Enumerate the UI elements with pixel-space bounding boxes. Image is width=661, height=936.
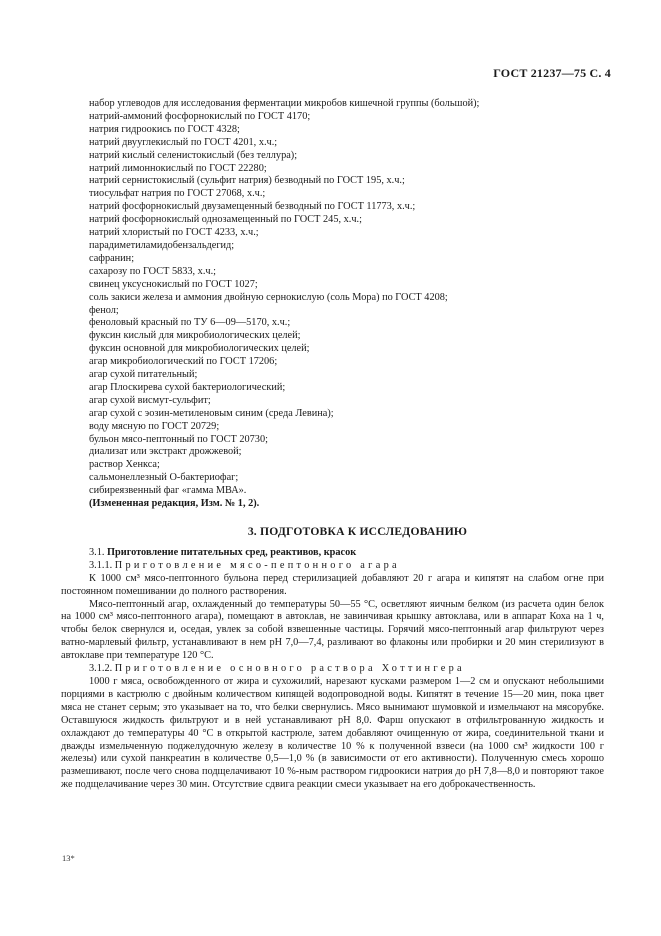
reagent-list-item: натрий хлористый по ГОСТ 4233, х.ч.; <box>89 227 259 239</box>
footer-page-mark: 13* <box>62 853 75 863</box>
subsection-3-1-heading <box>61 547 604 560</box>
reagent-list-item: натрия гидроокись по ГОСТ 4328; <box>89 123 240 135</box>
reagent-list-item: набор углеводов для исследования ферментации микробов кишечной группы (большой); <box>89 98 480 109</box>
reagent-list <box>89 98 604 498</box>
reagent-list-item: натрий фосфорнокислый двузамещенный безводный по ГОСТ 11773, х.ч.; <box>89 201 416 213</box>
reagent-list-item: фенол; <box>89 304 119 316</box>
paragraph-hottinger-preparation: 1000 г мяса, освобожденного от жира и сухожилий, нарезают кусками размером 1—2 см и опускают небольшими порциями в кастрюлю с двойным количеством кипящей водопроводной воды. Кипятят в течение 15—20 мин, пока цвет мяса не станет серым; это указывает на то, что белки свернулись. Мясо вынимают шумовкой и измельчают на мясорубке. Оставшуюся жидкость фильтруют и в ней устанавливают рН 8,0. Фарш опускают в отфильтрованную жидкость и охлаждают до температуры 40 °С в открытой кастрюле, затем добавляют очищенную от жира, соединительной ткани и дважды измельченную поджелудочную железу в количестве 10 % к полученной взвеси (на 1000 см³ жидкости 100 г железы) или сухой панкреатин в количестве 0,5—1,0 % (в зависимости от его активности). Полученную смесь хорошо размешивают, после чего снова подщелачивают 10 %-ным раствором гидроокиси натрия до рН 7,8—8,0 и повторяют такое же подщелачивание через 30 мин. Отсутствие сдвига реакции смеси указывает на его доброкачественность. <box>61 675 604 791</box>
subsection-3-1-2-title: Приготовление основного раствора Хоттингера <box>114 663 465 675</box>
subsection-3-1-number: 3.1. <box>89 546 105 558</box>
subsection-3-1-1-title: Приготовление мясо-пептонного агара <box>114 559 400 571</box>
paragraph-agar-boiling: К 1000 см³ мясо-пептонного бульона перед стерилизацией добавляют 20 г агара и кипятят на слабом огне при постоянном помешивании до полного растворения. <box>61 572 604 597</box>
reagent-list-item: натрий кислый селенистокислый (без теллура); <box>89 149 298 161</box>
reagent-list-item: натрий-аммоний фосфорнокислый по ГОСТ 4170; <box>89 110 311 122</box>
reagent-list-item: агар микробиологический по ГОСТ 17206; <box>89 356 278 368</box>
subsection-3-1-title: Приготовление питательных сред, реактивов, красок <box>107 546 357 558</box>
reagent-list-item: свинец уксуснокислый по ГОСТ 1027; <box>89 278 258 290</box>
reagent-list-item: парадиметиламидобензальдегид; <box>89 239 235 251</box>
reagent-list-item: диализат или экстракт дрожжевой; <box>89 446 242 458</box>
amendment-note: (Измененная редакция, Изм. № 1, 2). <box>89 498 260 510</box>
reagent-list-item: соль закиси железа и аммония двойную сернокислую (соль Мора) по ГОСТ 4208; <box>89 291 448 303</box>
reagent-list-item: фуксин кислый для микробиологических целей; <box>89 330 301 342</box>
reagent-list-item: агар сухой с эозин-метиленовым синим (среда Левина); <box>89 407 334 419</box>
reagent-list-item: бульон мясо-пептонный по ГОСТ 20730; <box>89 433 268 445</box>
reagent-list-item: агар сухой питательный; <box>89 369 198 381</box>
subsection-3-1-2-number: 3.1.2. <box>89 663 113 675</box>
reagent-list-item: агар Плоскирева сухой бактериологический; <box>89 381 286 393</box>
page-content <box>61 98 604 792</box>
subsection-3-1-2-heading <box>61 663 604 676</box>
reagent-list-item: сальмонеллезный О-бактериофаг; <box>89 472 239 484</box>
reagent-list-item: фуксин основной для микробиологических целей; <box>89 343 310 355</box>
reagent-list-item: феноловый красный по ТУ 6—09—5170, х.ч.; <box>89 317 291 329</box>
reagent-list-item: раствор Хенкса; <box>89 459 160 471</box>
section-body <box>61 547 604 792</box>
reagent-list-item: натрий двууглекислый по ГОСТ 4201, х.ч.; <box>89 136 278 148</box>
page-header-standard-ref: ГОСТ 21237—75 С. 4 <box>493 66 611 80</box>
paragraph-agar-clarification: Мясо-пептонный агар, охлажденный до температуры 50—55 °С, осветляют яичным белком (из расчета один белок на 1000 см³ мясо-пептонного агара), помещают в автоклав, не завинчивая крышку автоклава, или в аппарат Коха на 1 ч, чтобы белок свернулся и, оседая, увлек за собой взвешенные частицы. Горячий мясо-пептонный агар фильтруют через ватно-марлевый фильтр, устанавливают в нем рН 7,0—7,4, разливают во флаконы или пробирки и 20 мин стерилизуют в автоклаве при температуре 120 °С. <box>61 598 604 662</box>
subsection-3-1-1-number: 3.1.1. <box>89 559 113 571</box>
reagent-list-item: натрий фосфорнокислый однозамещенный по ГОСТ 245, х.ч.; <box>89 214 362 226</box>
reagent-list-item: сафранин; <box>89 252 135 264</box>
reagent-list-item: натрий сернистокислый (сульфит натрия) безводный по ГОСТ 195, х.ч.; <box>89 175 405 187</box>
subsection-3-1-1-heading <box>61 560 604 573</box>
section-title: 3. ПОДГОТОВКА К ИССЛЕДОВАНИЮ <box>247 525 468 538</box>
reagent-list-item: сахарозу по ГОСТ 5833, х.ч.; <box>89 265 217 277</box>
reagent-list-item: воду мясную по ГОСТ 20729; <box>89 420 220 432</box>
reagent-list-item: натрий лимоннокислый по ГОСТ 22280; <box>89 162 267 174</box>
reagent-list-item: сибиреязвенный фаг «гамма МВА». <box>89 485 247 497</box>
reagent-list-item: тиосульфат натрия по ГОСТ 27068, х.ч.; <box>89 188 266 200</box>
reagent-list-item: агар сухой висмут-сульфит; <box>89 394 211 406</box>
